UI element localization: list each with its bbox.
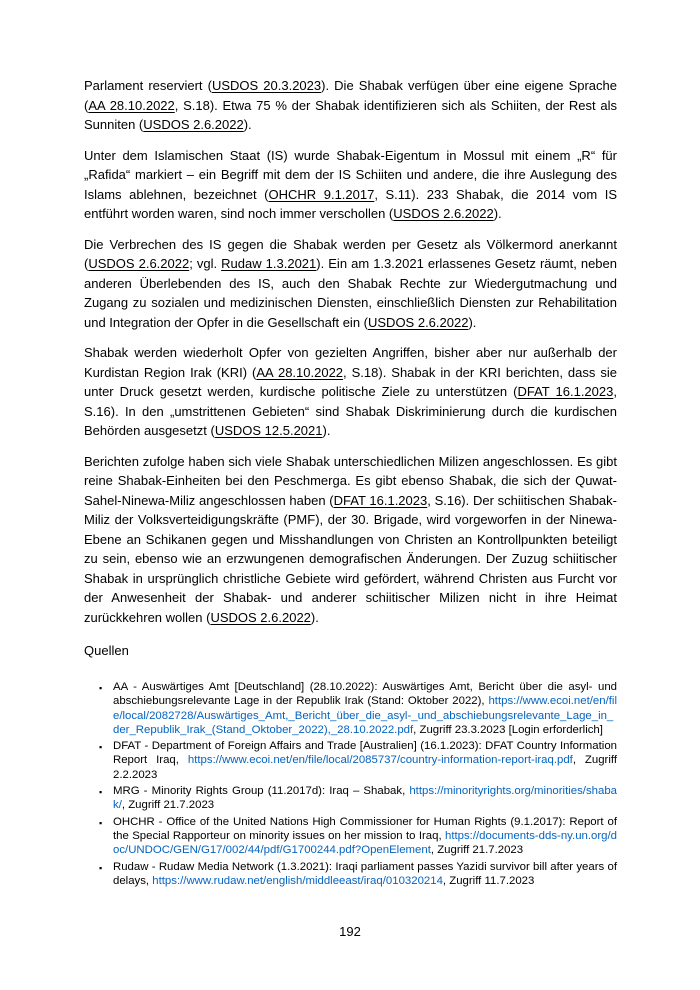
paragraph-text: ). bbox=[493, 206, 502, 221]
body-paragraph bbox=[84, 343, 617, 441]
citation-link[interactable]: OHCHR 9.1.2017 bbox=[268, 186, 375, 202]
bullet-square-icon: ▪ bbox=[99, 787, 103, 798]
paragraph-text: Die Verbrechen des IS gegen die Shabak werden per Gesetz als Völkermord anerkannt ( bbox=[84, 236, 617, 271]
body-paragraph bbox=[84, 76, 617, 135]
paragraph-text: ). Die Shabak verfügen über eine eigene Sprache ( bbox=[84, 78, 617, 113]
citation-link[interactable]: USDOS 12.5.2021 bbox=[214, 423, 323, 438]
paragraph-text: ). bbox=[468, 314, 477, 330]
citation-link[interactable]: USDOS 2.6.2022 bbox=[88, 256, 190, 271]
source-text: AA - Auswärtiges Amt [Deutschland] (28.10.2022): Auswärtiges Amt, Bericht über die asyl- und abschiebungsrelevante Lage in der Republik Irak (Stand: Oktober 2022), bbox=[113, 681, 617, 708]
sources-heading: Quellen bbox=[84, 643, 129, 658]
paragraph-text: ). Ein am 1.3.2021 erlassenes Gesetz räumt, neben anderen Überlebenden des IS, auch den Shabak Rechte zur Wiedergutmachung und Zugang zu sozialen und medizinischen Diensten, einschließlich Diensten zur Rehabilitation und Integration der Opfer in die Gesellschaft ein ( bbox=[84, 256, 618, 330]
source-text: DFAT - Department of Foreign Affairs and Trade [Australien] (16.1.2023): DFAT Country Information Report Iraq, bbox=[113, 740, 617, 767]
bullet-square-icon: ▪ bbox=[99, 862, 103, 873]
page-content bbox=[84, 76, 617, 890]
sources-list bbox=[84, 680, 617, 888]
paragraph-text: ; vgl. bbox=[189, 256, 222, 271]
citation-link[interactable]: USDOS 20.3.2023 bbox=[211, 78, 322, 93]
citation-link[interactable]: USDOS 2.6.2022 bbox=[143, 117, 244, 132]
source-text: , Zugriff 21.7.2023 bbox=[121, 799, 215, 812]
citation-link[interactable]: USDOS 2.6.2022 bbox=[210, 609, 311, 625]
source-item bbox=[84, 680, 617, 737]
paragraph-text: ). bbox=[310, 609, 319, 625]
source-text: , Zugriff 23.3.2023 [Login erforderlich] bbox=[413, 723, 603, 736]
source-item bbox=[84, 739, 617, 782]
paragraph-text: , S.16). Der schiitischen Shabak-Miliz der Volksverteidigungskräfte (PMF), der 30. Brigade, wird vorgeworfen in der Ninewa-Ebene an Schikanen gegen und Misshandlungen von Christen an Kontrollpunkten beteiligt zu sein, ebenso wie an erzwungenen demografischen Änderungen. Der Zuzug schiitischer Shabak in ursprünglich christliche Gebiete wird gefördert, während Christen aus Furcht vor der Anwesenheit der Shabak- und anderer schiitischer Milizen nicht in ihre Heimat zurückkehren wollen ( bbox=[84, 492, 617, 625]
page-number: 192 bbox=[339, 924, 361, 939]
citation-link[interactable]: AA 28.10.2022 bbox=[88, 97, 175, 113]
bullet-square-icon: ▪ bbox=[99, 817, 103, 828]
citation-link[interactable]: DFAT 16.1.2023 bbox=[333, 492, 428, 508]
citation-link[interactable]: AA 28.10.2022 bbox=[256, 364, 344, 380]
source-text: OHCHR - Office of the United Nations High Commissioner for Human Rights (9.1.2017): Report of the Special Rapporteur on minority issues on her mission to Iraq, bbox=[113, 815, 617, 842]
bullet-square-icon: ▪ bbox=[99, 683, 103, 693]
source-url-link[interactable]: https://minorityrights.org/minorities/shabak/ bbox=[113, 785, 617, 812]
paragraph-text: , S.18). Etwa 75 % der Shabak identifizieren sich als Schiiten, der Rest als Sunniten ( bbox=[84, 97, 617, 132]
citation-link[interactable]: Rudaw 1.3.2021 bbox=[221, 256, 317, 271]
source-url-link[interactable]: https://www.ecoi.net/en/file/local/2085737/country-information-report-iraq.pdf bbox=[187, 754, 573, 767]
citation-link[interactable]: DFAT 16.1.2023 bbox=[517, 384, 614, 399]
source-text: , Zugriff 2.2.2023 bbox=[113, 754, 618, 781]
body-paragraph bbox=[84, 146, 617, 224]
source-item bbox=[84, 784, 617, 813]
paragraph-text: Unter dem Islamischen Staat (IS) wurde Shabak-Eigentum in Mossul mit einem „R“ für „Rafida“ markiert – ein Begriff mit dem der IS Schiiten und andere, die ihre Auslegung des Islams ablehnen, bezeichnet ( bbox=[84, 147, 617, 202]
paragraph-text: , S.18). Shabak in der KRI berichten, dass sie unter Druck gesetzt werden, kurdische politische Ziele zu unterstützen ( bbox=[84, 364, 617, 399]
paragraph-text: Berichten zufolge haben sich viele Shabak unterschiedlichen Milizen angeschlossen. Es gibt reine Shabak-Einheiten bei den Peschmerga. Es gibt ebenso Shabak, die sich der Quwat-Sahel-Ninewa-Miliz angeschlossen haben ( bbox=[84, 453, 617, 508]
source-url-link[interactable]: https://www.ecoi.net/en/file/local/2082728/Auswärtiges_Amt,_Bericht_über_die_asyl-_und_abschiebungsrelevante_Lage_in_der_Republik_Irak_(Stand_Oktober_2022),_28.10.2022.pdf bbox=[113, 695, 617, 736]
paragraph-text: , S.16). In den „umstrittenen Gebieten“ sind Shabak Diskriminierung durch die kurdischen Behörden ausgesetzt ( bbox=[84, 384, 617, 438]
body-paragraph bbox=[84, 452, 617, 628]
paragraph-text: , S.11). 233 Shabak, die 2014 vom IS entführt worden waren, sind noch immer verschollen ( bbox=[84, 186, 617, 221]
source-url-link[interactable]: https://documents-dds-ny.un.org/doc/UNDOC/GEN/G17/002/44/pdf/G1700244.pdf?OpenElement bbox=[113, 829, 617, 857]
source-text: MRG - Minority Rights Group (11.2017d): Iraq – Shabak, bbox=[113, 785, 410, 798]
source-item bbox=[84, 860, 617, 889]
paragraph-text: ). bbox=[322, 423, 331, 438]
source-text: , Zugriff 11.7.2023 bbox=[442, 874, 535, 887]
citation-link[interactable]: USDOS 2.6.2022 bbox=[368, 314, 469, 330]
source-text: , Zugriff 21.7.2023 bbox=[430, 844, 524, 857]
paragraph-text: ). bbox=[243, 117, 252, 132]
body-paragraph bbox=[84, 235, 617, 333]
source-url-link[interactable]: https://www.rudaw.net/english/middleeast/iraq/010320214 bbox=[152, 874, 443, 887]
source-text: Rudaw - Rudaw Media Network (1.3.2021): Iraqi parliament passes Yazidi survivor bill after years of delays, bbox=[113, 860, 617, 887]
paragraph-text: Parlament reserviert ( bbox=[84, 78, 212, 93]
source-item bbox=[84, 815, 617, 858]
citation-link[interactable]: USDOS 2.6.2022 bbox=[393, 206, 494, 221]
paragraph-text: Shabak werden wiederholt Opfer von gezielten Angriffen, bisher aber nur außerhalb der Kurdistan Region Irak (KRI) ( bbox=[84, 345, 617, 380]
bullet-square-icon: ▪ bbox=[99, 742, 103, 753]
